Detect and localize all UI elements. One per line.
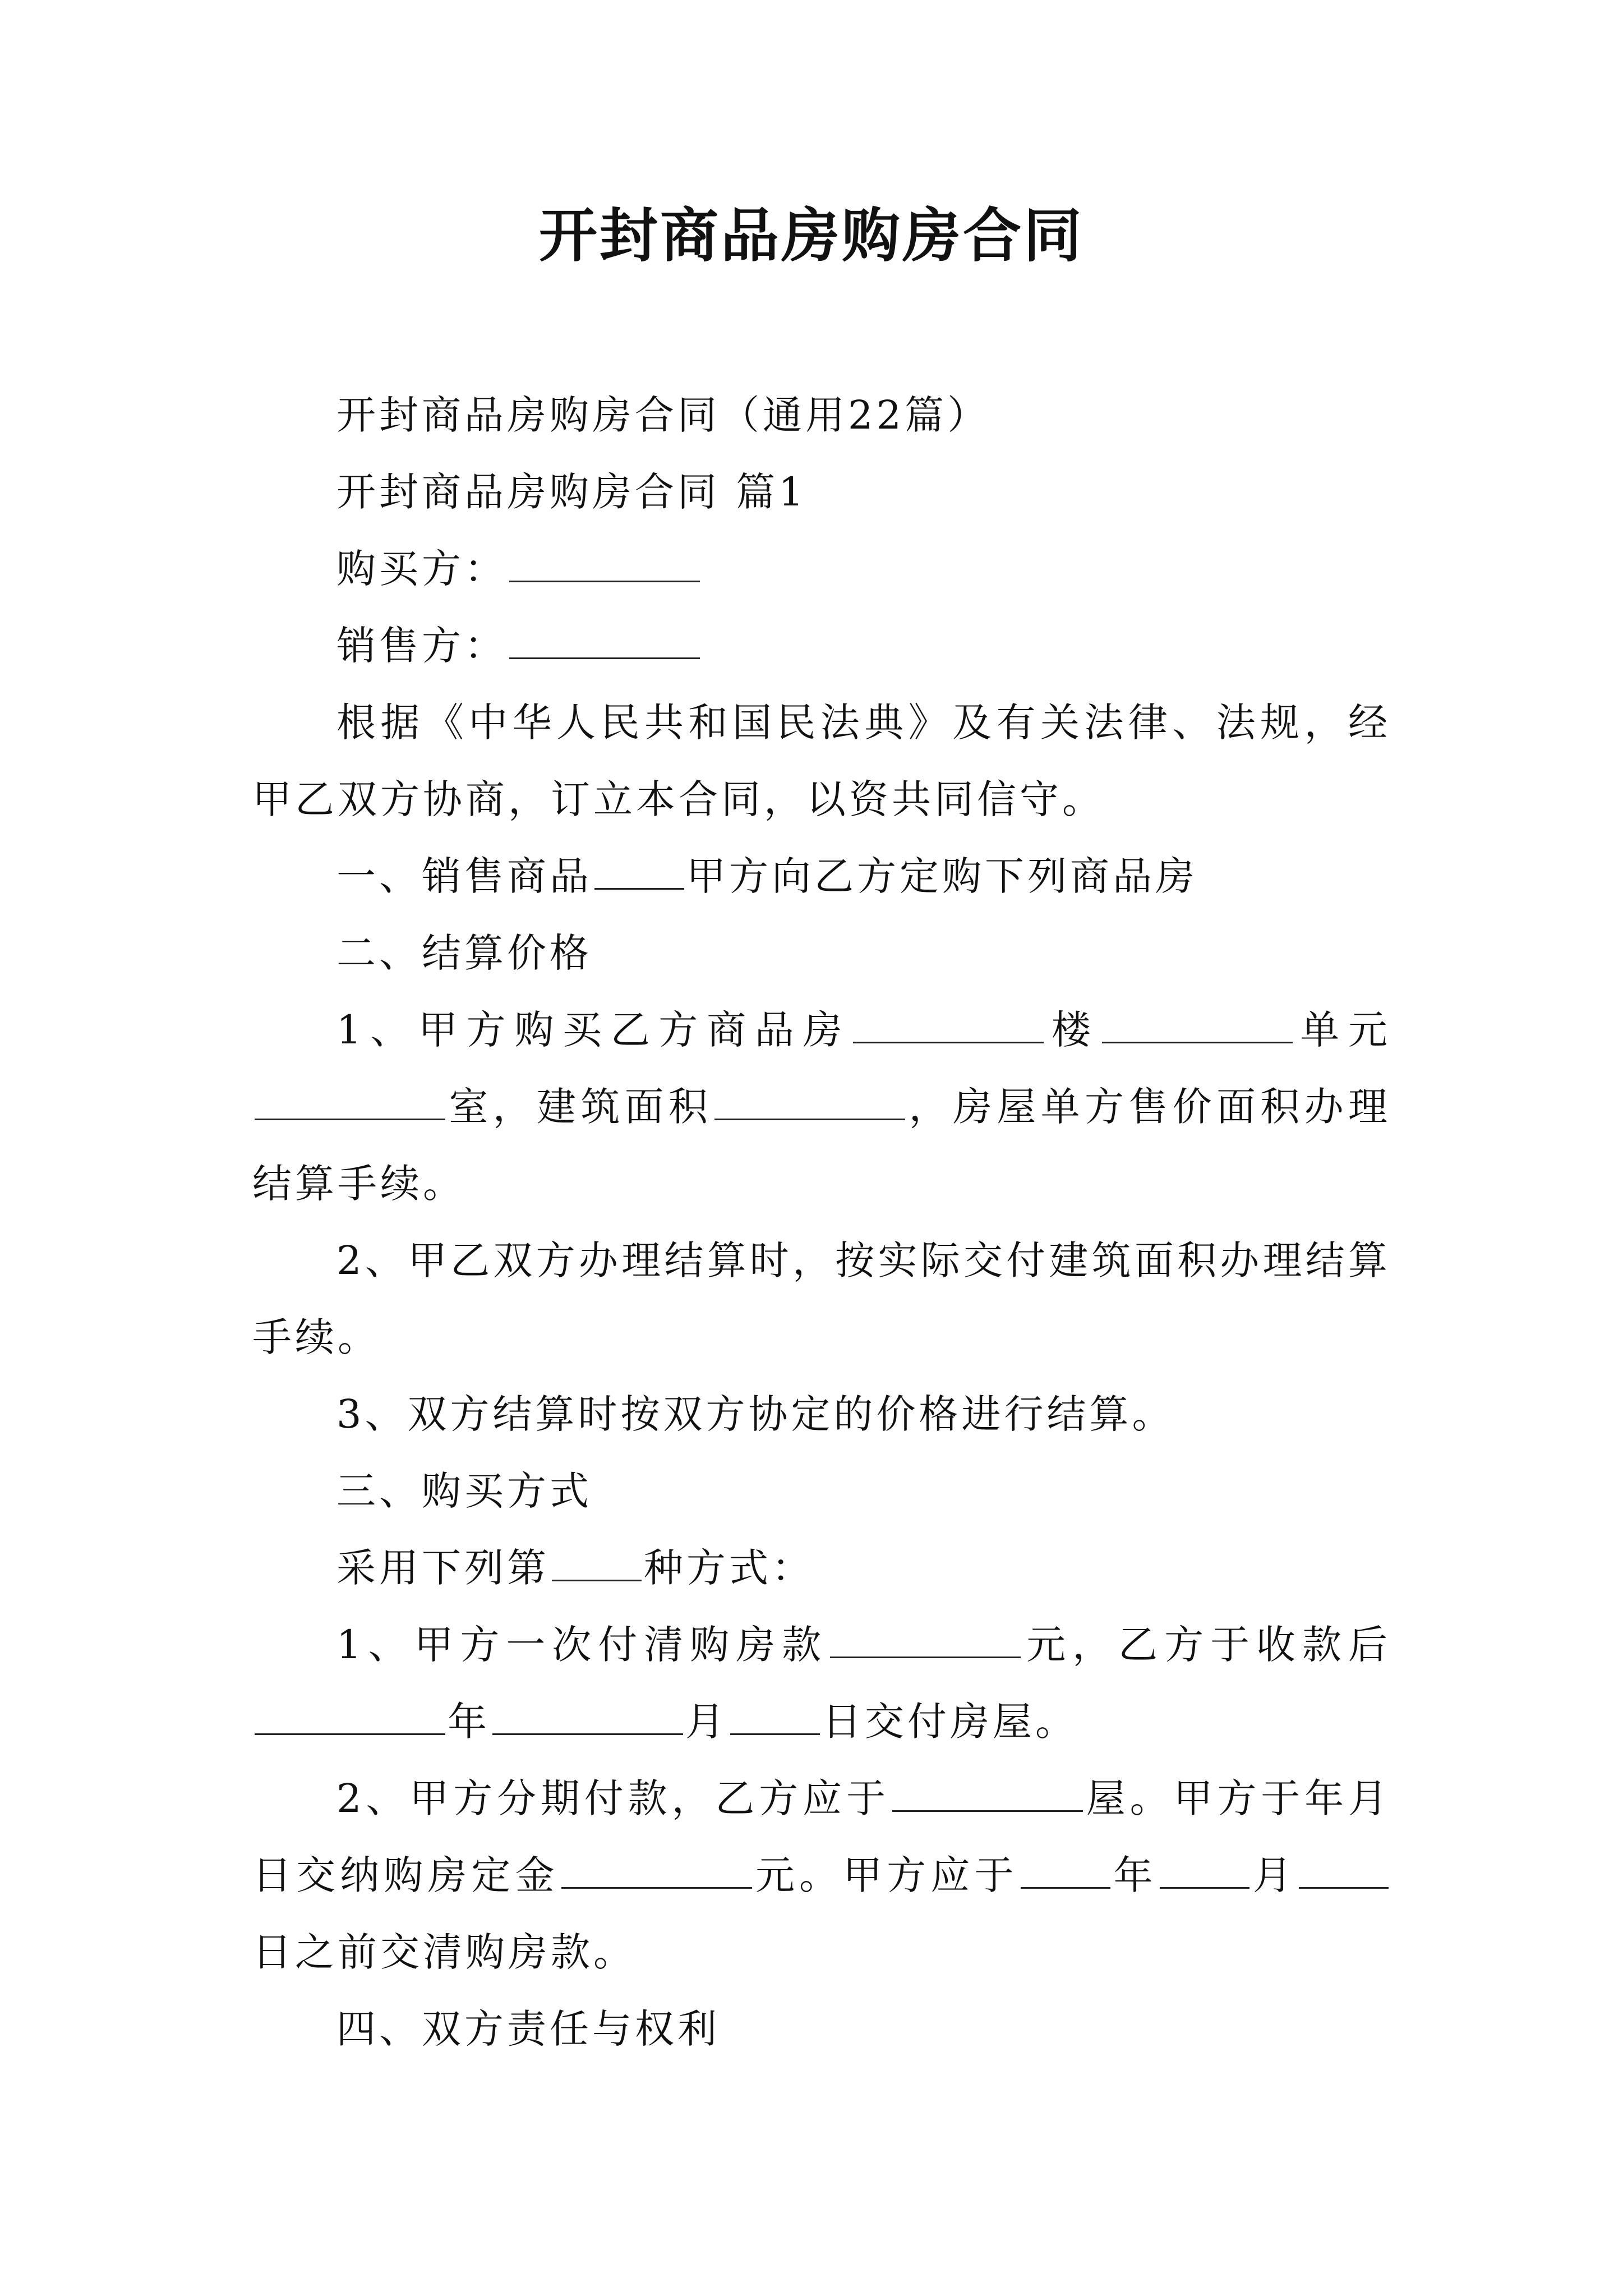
paragraph-clause-4 <box>252 1991 1391 2068</box>
clause-2-1-text-c: 单元 <box>1294 1007 1391 1053</box>
paragraph-clause-3-1 <box>252 1607 1391 1760</box>
clause-1-blank <box>594 853 684 890</box>
paragraph-clause-3 <box>252 1453 1391 1530</box>
delivery-year-blank <box>255 1699 445 1735</box>
clause-2-1-text-d: 室，建筑面积 <box>448 1084 713 1130</box>
clause-3-1-text-a: 1、甲方一次付清购房款 <box>336 1622 828 1668</box>
clause-2-1-text-a: 1、甲方购买乙方商品房 <box>336 1007 851 1053</box>
document-title: 开封商品房购房合同 <box>538 201 1084 270</box>
clause-3-1-text-b: 元，乙方于收款后 <box>1023 1622 1391 1668</box>
payoff-year-blank <box>1021 1852 1110 1889</box>
delivery-month-blank <box>492 1699 683 1735</box>
clause-4-heading: 四、双方责任与权利 <box>336 2006 720 2052</box>
installment-blank <box>892 1775 1083 1812</box>
seller-blank <box>509 623 700 659</box>
delivery-day-blank <box>730 1699 820 1735</box>
paragraph-clause-3-intro <box>252 1530 1391 1607</box>
document-body <box>252 377 1391 2068</box>
payoff-day-blank <box>1299 1852 1389 1889</box>
building-blank <box>853 1007 1044 1043</box>
preamble-text: 根据《中华人民共和国民法典》及有关法律、法规，经甲乙双方协商，订立本合同，以资共同信守。 <box>252 700 1391 822</box>
paragraph-clause-2 <box>252 915 1391 992</box>
unit-blank <box>1102 1007 1293 1043</box>
area-blank <box>714 1084 905 1120</box>
full-payment-blank <box>830 1622 1021 1658</box>
paragraph-clause-3-2 <box>252 1760 1391 1991</box>
buyer-blank <box>509 546 700 582</box>
clause-3-2-text-e: 月 <box>1251 1852 1297 1898</box>
paragraph-clause-2-2 <box>252 1222 1391 1376</box>
method-blank <box>552 1545 642 1581</box>
clause-3-2-text-a: 2、甲方分期付款，乙方应于 <box>336 1775 890 1821</box>
clause-3-1-text-e: 日交付房屋。 <box>822 1699 1078 1745</box>
clause-1-text-b: 甲方向乙方定购下列商品房 <box>686 853 1198 899</box>
subtitle-text: 开封商品房购房合同（通用22篇） <box>336 392 990 438</box>
deposit-blank <box>561 1852 752 1889</box>
clause-2-heading: 二、结算价格 <box>336 930 592 976</box>
clause-2-1-text-e: ，房屋单方售价面积办理结算手续。 <box>252 1084 1391 1207</box>
clause-2-3-text: 3、双方结算时按双方协定的价格进行结算。 <box>336 1391 1175 1437</box>
clause-2-2-text: 2、甲乙双方办理结算时，按实际交付建筑面积办理结算手续。 <box>252 1237 1391 1360</box>
clause-3-1-text-d: 月 <box>685 1699 728 1745</box>
clause-2-1-text-b: 楼 <box>1046 1007 1100 1053</box>
paragraph-seller <box>252 608 1391 684</box>
clause-3-2-text-c: 元。甲方应于 <box>754 1852 1018 1898</box>
seller-label: 销售方： <box>336 623 507 669</box>
clause-3-2-text-f: 日之前交清购房款。 <box>252 1929 636 1975</box>
clause-3-heading: 三、购买方式 <box>336 1468 592 1514</box>
payoff-month-blank <box>1160 1852 1249 1889</box>
clause-3-2-text-d: 年 <box>1112 1852 1158 1898</box>
clause-3-intro-b: 种方式： <box>644 1545 814 1591</box>
paragraph-preamble <box>252 684 1391 838</box>
paragraph-clause-1 <box>252 838 1391 915</box>
clause-1-text-a: 一、销售商品 <box>336 853 592 899</box>
paragraph-clause-2-3 <box>252 1376 1391 1453</box>
clause-3-intro-a: 采用下列第 <box>336 1545 550 1591</box>
paragraph-clause-2-1 <box>252 992 1391 1222</box>
paragraph-buyer <box>252 531 1391 608</box>
paragraph-subtitle <box>252 377 1391 454</box>
room-blank <box>255 1084 445 1120</box>
section-heading-text: 开封商品房购房合同 篇1 <box>336 469 807 515</box>
buyer-label: 购买方： <box>336 546 507 592</box>
paragraph-section-heading <box>252 454 1391 531</box>
clause-3-2-text-b: 屋。甲方于年月日交纳购房定金 <box>252 1775 1391 1898</box>
clause-3-1-text-c: 年 <box>448 1699 490 1745</box>
